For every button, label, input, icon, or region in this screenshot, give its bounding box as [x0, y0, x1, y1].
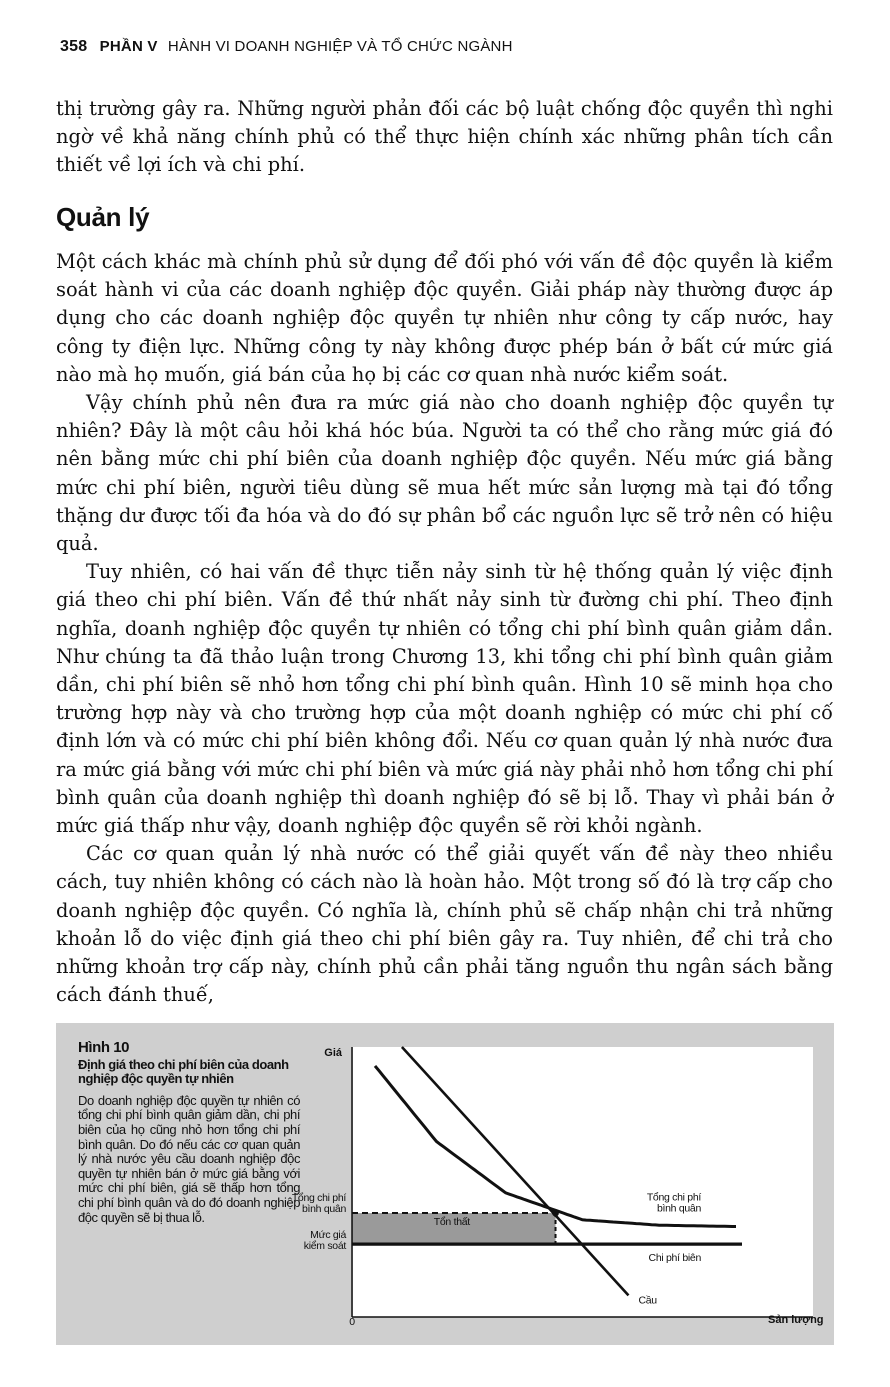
- chapter-title: HÀNH VI DOANH NGHIỆP VÀ TỔ CHỨC NGÀNH: [167, 38, 513, 55]
- figure-caption-text: Do doanh nghiệp độc quyền tự nhiên có tổng chi phí bình quân giảm dần, chi phí biên của họ cũng nhỏ hơn tổng chi phí bình quân. Do đó nếu các cơ quan quản lý nhà nước yêu cầu doanh nghiệp độc quyền tự nhiên bán ở mức giá bằng với mức chi phí biên, giá sẽ thấp hơn tổng chi phí bình quân và do đó doanh nghiệp độc quyền sẽ bị thua lỗ.: [78, 1092, 300, 1225]
- paragraph: Vậy chính phủ nên đưa ra mức giá nào cho doanh nghiệp độc quyền tự nhiên? Đây là một câu hỏi khá hóc búa. Người ta có thể cho rằng mức giá đó nên bằng mức chi phí biên của doanh nghiệp độc quyền. Nếu mức giá bằng mức chi phí biên, người tiêu dùng sẽ mua hết mức sản lượng mà tại đó tổng thặng dư được tối đa hóa và do đó sự phân bổ các nguồn lực sẽ trở nên có hiệu quả.: [56, 391, 833, 556]
- y-axis-label: Giá: [324, 1047, 342, 1059]
- regulated-price-label: Mức giá: [310, 1229, 346, 1242]
- atc-level-label: bình quân: [301, 1203, 346, 1216]
- atc-curve-label: bình quân: [656, 1202, 701, 1215]
- part-label: PHẦN V: [99, 38, 158, 55]
- atc-curve-label: Tổng chi phí: [646, 1191, 701, 1204]
- demand-label: Cầu: [638, 1294, 657, 1307]
- figure-title: Định giá theo chi phí biên của doanh nghiệp độc quyền tự nhiên: [78, 1056, 289, 1087]
- chart: [56, 1023, 834, 1345]
- marginal-cost-label: Chi phí biên: [648, 1252, 701, 1265]
- chart-plot-background: [351, 1047, 813, 1317]
- figure-number: Hình 10: [78, 1039, 130, 1056]
- figure-box: [56, 1023, 834, 1345]
- body-text-top: [56, 95, 833, 180]
- paragraph: thị trường gây ra. Những người phản đối các bộ luật chống độc quyền thì nghi ngờ về khả năng chính phủ có thể thực hiện chính xác những phân tích cần thiết về lợi ích và chi phí.: [56, 97, 833, 177]
- section-body: [56, 248, 833, 1009]
- paragraph: Các cơ quan quản lý nhà nước có thể giải quyết vấn đề này theo nhiều cách, tuy nhiên không có cách nào là hoàn hảo. Một trong số đó là trợ cấp cho doanh nghiệp độc quyền. Có nghĩa là, chính phủ sẽ chấp nhận chi trả những khoản lỗ do việc định giá theo chi phí biên gây ra. Tuy nhiên, để chi trả cho những khoản trợ cấp này, chính phủ cần phải tăng nguồn thu ngân sách bằng cách đánh thuế,: [56, 842, 833, 1007]
- paragraph: Tuy nhiên, có hai vấn đề thực tiễn nảy sinh từ hệ thống quản lý việc định giá theo chi phí biên. Vấn đề thứ nhất nảy sinh từ đường chi phí. Theo định nghĩa, doanh nghiệp độc quyền tự nhiên có tổng chi phí bình quân giảm dần. Như chúng ta đã thảo luận trong Chương 13, khi tổng chi phí bình quân giảm dần, chi phí biên sẽ nhỏ hơn tổng chi phí bình quân. Hình 10 sẽ minh họa cho trường hợp này và cho trường hợp của một doanh nghiệp có mức chi phí cố định lớn và có mức chi phí biên không đổi. Nếu cơ quan quản lý nhà nước đưa ra mức giá bằng với mức chi phí biên và mức giá này phải nhỏ hơn tổng chi phí bình quân của doanh nghiệp thì doanh nghiệp đó sẽ bị lỗ. Thay vì phải bán ở mức giá thấp như vậy, doanh nghiệp độc quyền sẽ rời khỏi ngành.: [56, 560, 833, 838]
- page-number: 358: [60, 38, 88, 55]
- origin-label: 0: [349, 1316, 355, 1328]
- atc-level-label: Tổng chi phí: [291, 1192, 346, 1205]
- section-heading: Quản lý: [56, 202, 150, 232]
- paragraph: Một cách khác mà chính phủ sử dụng để đối phó với vấn đề độc quyền là kiểm soát hành vi của các doanh nghiệp độc quyền. Giải pháp này thường được áp dụng cho các doanh nghiệp độc quyền tự nhiên như công ty cấp nước, hay công ty điện lực. Những công ty này không được phép bán ở bất cứ mức giá nào mà họ muốn, giá bán của họ bị các cơ quan nhà nước kiểm soát.: [56, 250, 833, 386]
- regulated-price-label: kiểm soát: [303, 1240, 346, 1253]
- running-header: [60, 38, 513, 56]
- loss-label: Tổn thất: [433, 1216, 470, 1229]
- x-axis-label: Sản lượng: [768, 1314, 824, 1326]
- atc-demand-point: [552, 1210, 559, 1217]
